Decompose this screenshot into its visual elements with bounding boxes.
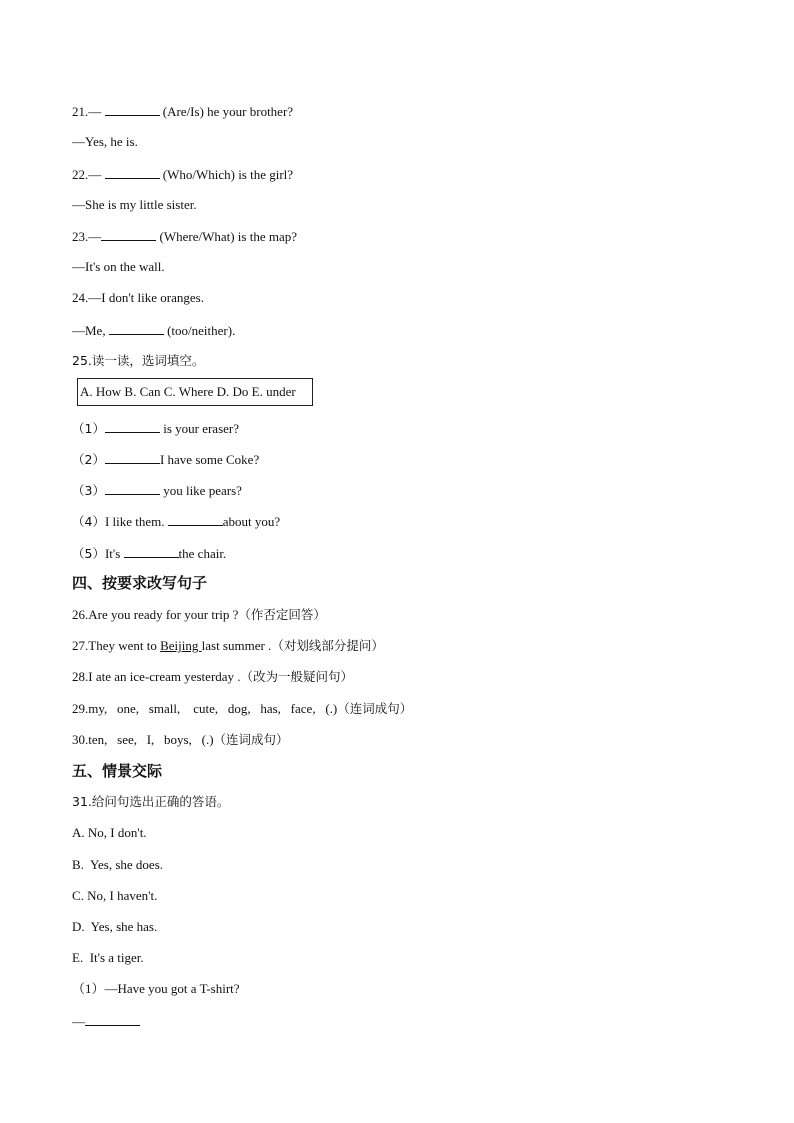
question-25-title: 25.读一读，选词填空。 <box>72 353 205 368</box>
answer-blank[interactable] <box>124 545 179 558</box>
answer-blank[interactable] <box>101 228 156 241</box>
question-21: 21.— (Are/Is) he your brother? <box>72 104 294 119</box>
question-31-sub-1: （1）—Have you got a T-shirt? <box>72 981 240 996</box>
section-4-heading: 四、按要求改写句子 <box>72 574 208 592</box>
section-5-heading: 五、情景交际 <box>72 762 163 780</box>
answer-blank[interactable] <box>168 513 223 526</box>
question-26: 26.Are you ready for your trip ?（作否定回答） <box>72 607 326 622</box>
question-28: 28.I ate an ice-cream yesterday .（改为一般疑问句） <box>72 669 354 684</box>
word-bank-box: A. How B. Can C. Where D. Do E. under <box>77 378 313 406</box>
question-23: 23.— (Where/What) is the map? <box>72 229 298 244</box>
question-24: 24.—I don't like oranges. <box>72 290 204 305</box>
answer-blank[interactable] <box>105 103 160 116</box>
option-b: B. Yes, she does. <box>72 857 164 872</box>
answer-blank[interactable] <box>105 451 160 464</box>
q25-item-3: （3） you like pears? <box>72 483 242 498</box>
answer-blank[interactable] <box>85 1013 140 1026</box>
answer-blank[interactable] <box>105 482 160 495</box>
underlined-word: Beijing <box>160 638 202 653</box>
option-a: A. No, I don't. <box>72 825 147 840</box>
answer-blank[interactable] <box>109 322 164 335</box>
answer-23: —It's on the wall. <box>72 259 165 274</box>
q25-item-2: （2） I have some Coke? <box>72 452 260 467</box>
q25-item-1: （1） is your eraser? <box>72 421 240 436</box>
option-d: D. Yes, she has. <box>72 919 158 934</box>
answer-21: —Yes, he is. <box>72 134 138 149</box>
q25-item-4: （4）I like them. about you? <box>72 514 281 529</box>
option-e: E. It's a tiger. <box>72 950 144 965</box>
q25-item-5: （5）It's the chair. <box>72 546 227 561</box>
question-30: 30.ten, see, I, boys, (.)（连词成句） <box>72 732 289 747</box>
question-22: 22.— (Who/Which) is the girl? <box>72 167 294 182</box>
answer-22: —She is my little sister. <box>72 197 197 212</box>
answer-blank[interactable] <box>105 166 160 179</box>
answer-31-1: — <box>72 1013 140 1030</box>
question-27: 27.They went to Beijing last summer .（对划线部分提问） <box>72 638 384 653</box>
answer-24: —Me, (too/neither). <box>72 323 236 338</box>
question-29: 29.my, one, small, cute, dog, has, face, (.)（连词成句） <box>72 701 413 716</box>
answer-blank[interactable] <box>105 420 160 433</box>
question-31-title: 31.给问句选出正确的答语。 <box>72 794 230 809</box>
option-c: C. No, I haven't. <box>72 888 158 903</box>
